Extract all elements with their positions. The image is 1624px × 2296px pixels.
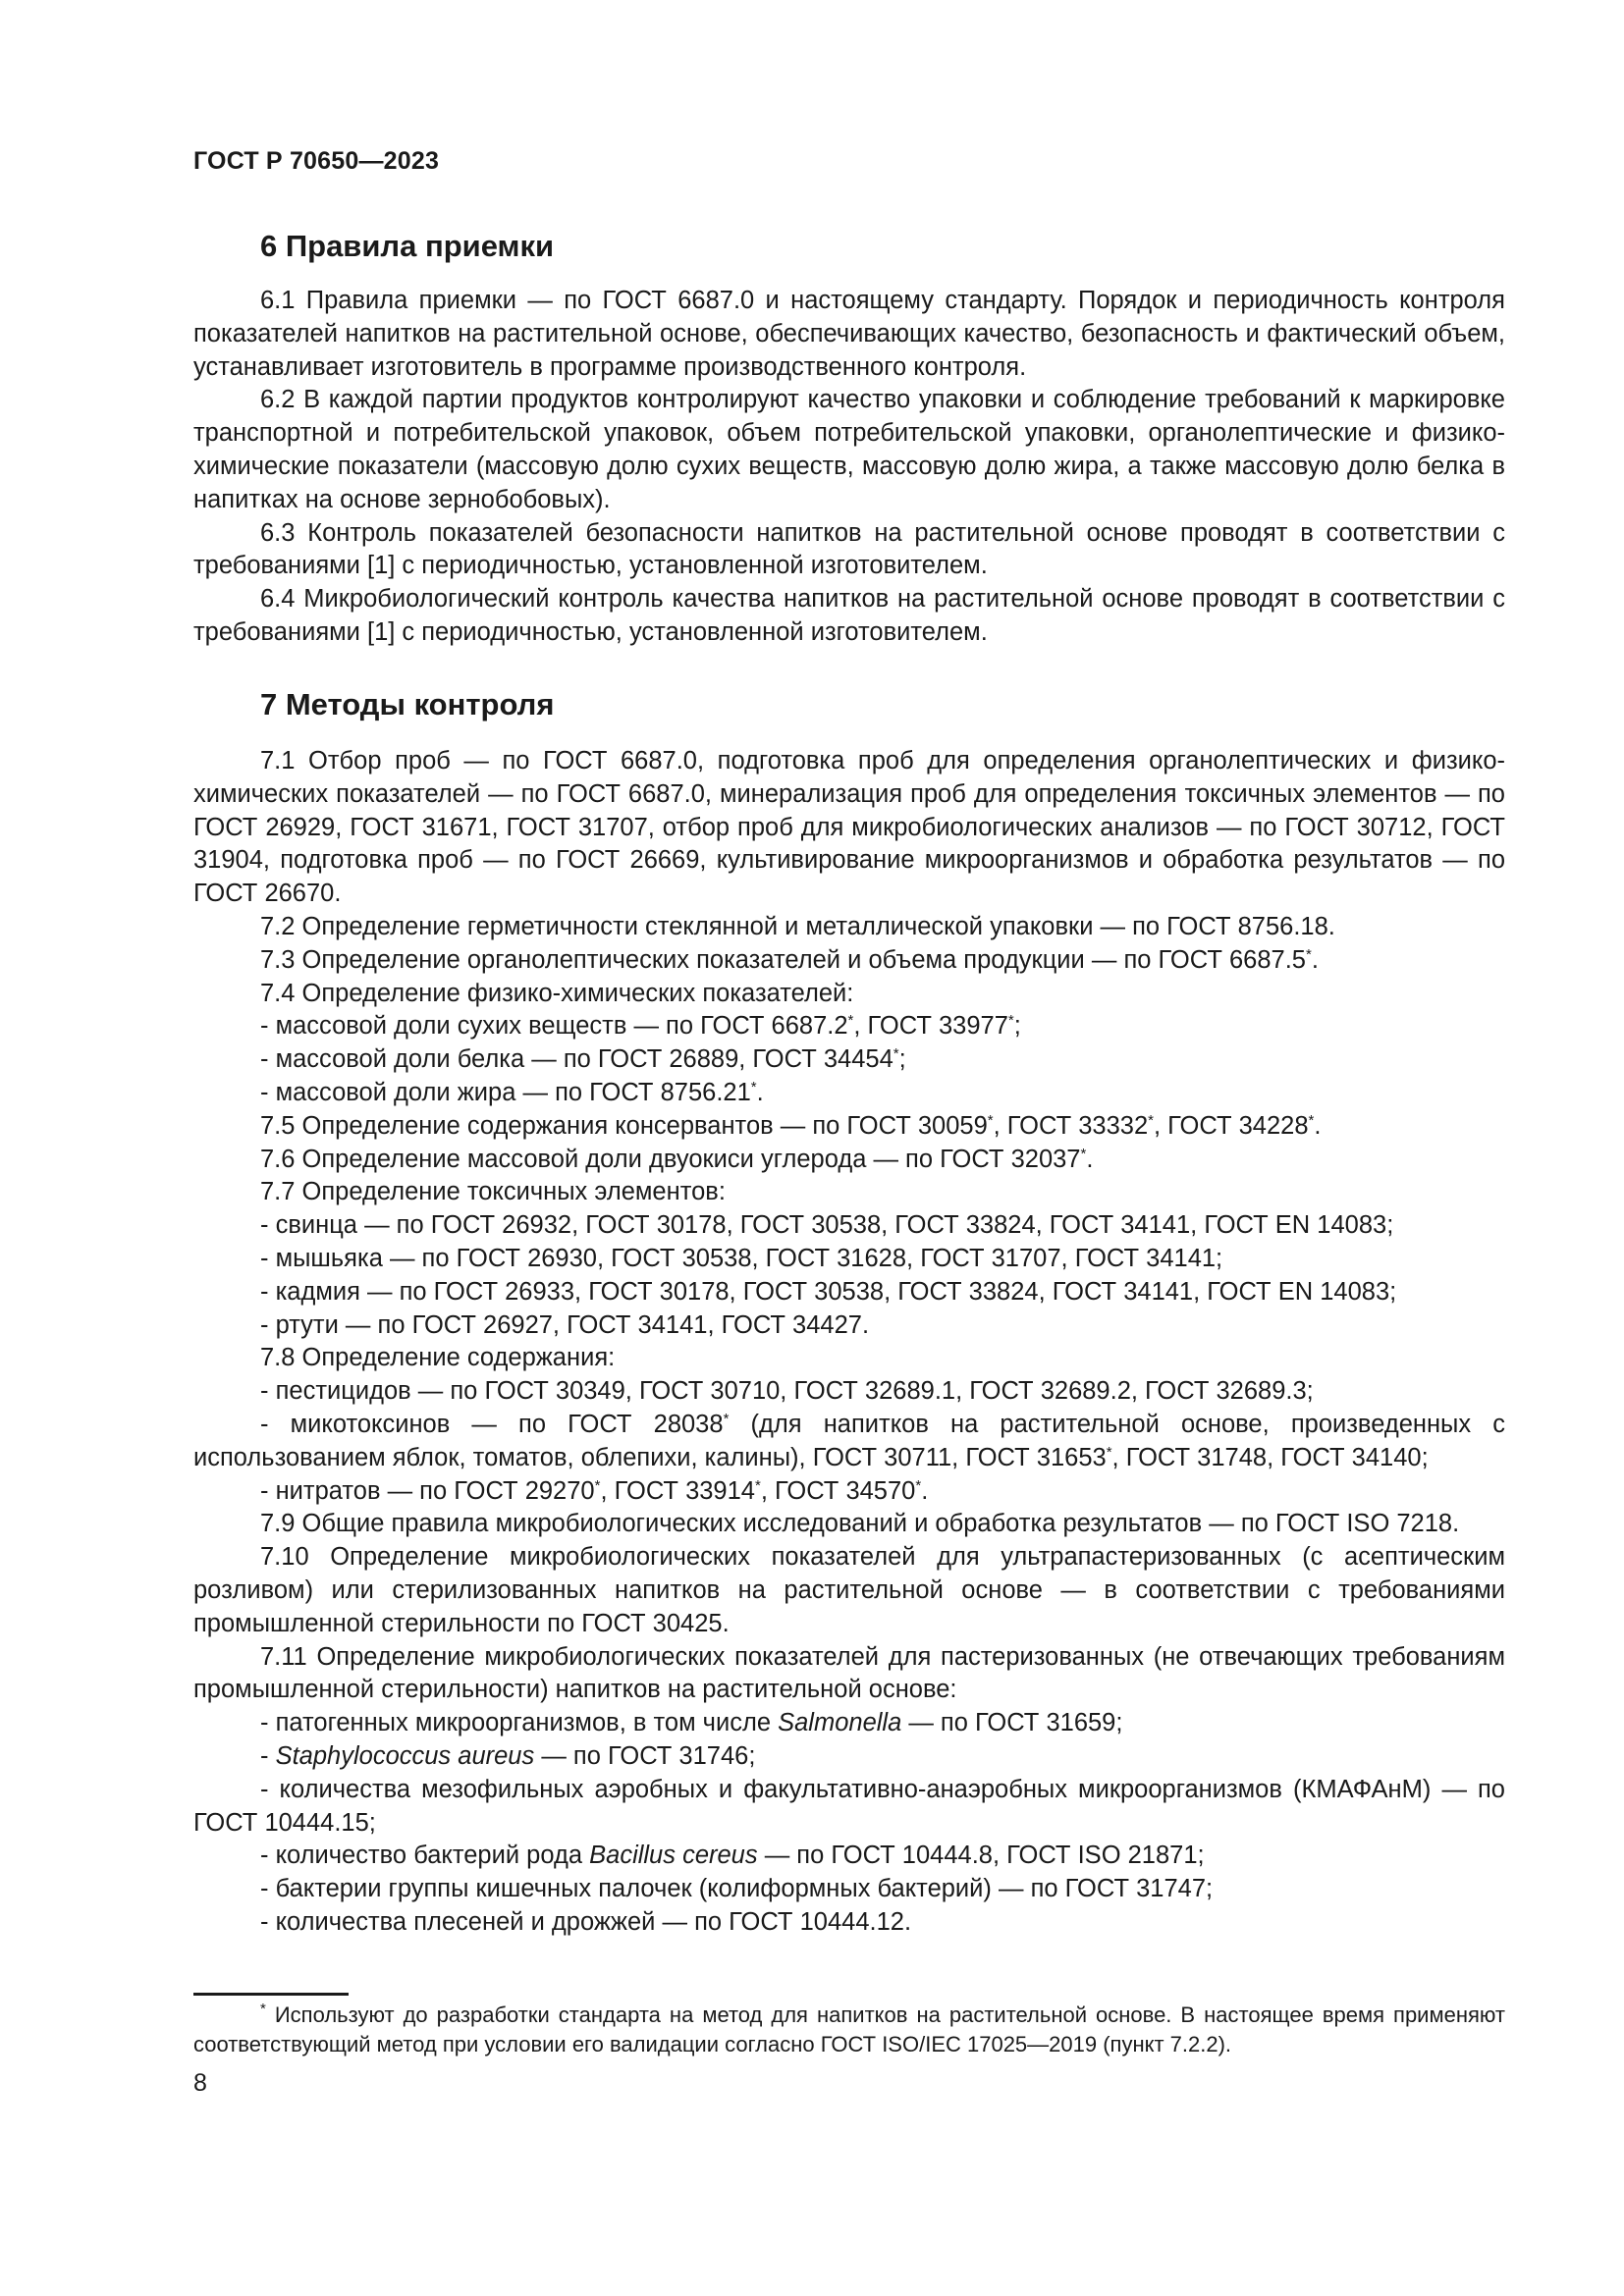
footnote-ref: * [1305,945,1312,963]
list-item-text: (для напитков на растительной основе, произведенных с использованием яблок, томатов, облепихи, калины), ГОСТ 30711, ГОСТ 31653 [193,1410,1505,1471]
footnote-ref: * [1148,1111,1154,1129]
punct: . [1311,945,1319,974]
list-item-text: — по ГОСТ 31746; [534,1741,756,1770]
punct: . [921,1476,929,1505]
list-item-mercury: - ртути — по ГОСТ 26927, ГОСТ 34141, ГОСТ 34427. [260,1310,870,1339]
list-item-text: - массовой доли жира — по ГОСТ 8756.21 [260,1078,751,1106]
clause-7-8: 7.8 Определение содержания: [260,1344,616,1372]
section-7-body [193,745,1505,1940]
list-item-text: - массовой доли сухих веществ — по ГОСТ 6687.2 [260,1012,848,1041]
clause-7-11: 7.11 Определение микробиологических показателей для пастеризованных (не отвечающих требованиям промышленной стерильности) напитков на растительной основе: [193,1642,1505,1704]
clause-text: 7.5 Определение содержания консервантов — по ГОСТ 30059 [260,1111,988,1140]
list-item-text: - патогенных микроорганизмов, в том числе [260,1709,779,1737]
clause-6-4: 6.4 Микробиологический контроль качества напитков на растительной основе проводят в соответствии с требованиями [1] с периодичностью, установленной изготовителем. [193,585,1505,646]
list-item-nitrates [193,1475,1505,1509]
section-7-title: 7 Методы контроля [260,687,555,721]
list-item-text: - массовой доли белка — по ГОСТ 26889, ГОСТ 34454 [260,1045,893,1074]
clause-7-6 [193,1144,1505,1177]
footnote-ref: * [915,1476,922,1494]
footnote-divider [193,1993,349,1996]
footnote-ref: * [1007,1012,1014,1030]
section-6-title: 6 Правила приемки [260,229,555,263]
footnote [193,2001,1505,2059]
list-item-lead: - свинца — по ГОСТ 26932, ГОСТ 30178, ГОСТ 30538, ГОСТ 33824, ГОСТ 34141, ГОСТ EN 14083; [260,1211,1394,1240]
clause-7-3 [193,944,1505,978]
footnote-ref: * [754,1476,761,1494]
list-item-text: , ГОСТ 34570 [760,1476,916,1505]
list-item-protein [193,1043,1505,1077]
footnote-ref: * [1080,1145,1087,1162]
footnote-ref: * [1308,1111,1315,1129]
list-item-mycotoxins [193,1409,1505,1475]
clause-7-1: 7.1 Отбор проб — по ГОСТ 6687.0, подготовка проб для определения органолептических и физико-химических показателей — по ГОСТ 6687.0, минерализация проб для определения токсичных элементов — по ГОСТ 26929, ГОСТ 31671, ГОСТ 31707, отбор проб для микробиологических анализов — по ГОСТ 30712, ГОСТ 31904, подготовка проб — по ГОСТ 26669, культивирование микроорганизмов и обработка результатов — по ГОСТ 26670. [193,747,1505,908]
clause-7-9: 7.9 Общие правила микробиологических исследований и обработка результатов — по ГОСТ ISO 7218. [260,1510,1460,1538]
footnote-ref: * [893,1045,899,1063]
footnote-ref: * [987,1111,994,1129]
clause-6-3: 6.3 Контроль показателей безопасности напитков на растительной основе проводят в соответствии с требованиями [1] с периодичностью, установленной изготовителем. [193,518,1505,580]
list-item-text: , ГОСТ 33977 [853,1012,1008,1041]
clause-text: 7.6 Определение массовой доли двуокиси углерода — по ГОСТ 32037 [260,1145,1081,1173]
footnote-ref: * [723,1410,730,1427]
list-item-text: , ГОСТ 31748, ГОСТ 34140; [1111,1443,1429,1471]
list-item-text: - [260,1741,276,1770]
clause-7-3-text: 7.3 Определение органолептических показателей и объема продукции — по ГОСТ 6687.5 [260,945,1306,974]
list-item-text: - нитратов — по ГОСТ 29270 [260,1476,595,1505]
list-item-bacillus [193,1840,1505,1873]
clause-text: , ГОСТ 34228 [1154,1111,1309,1140]
document-header: ГОСТ Р 70650—2023 [193,147,440,175]
list-item-cadmium: - кадмия — по ГОСТ 26933, ГОСТ 30178, ГОСТ 30538, ГОСТ 33824, ГОСТ 34141, ГОСТ EN 14083; [260,1277,1397,1306]
punct: ; [898,1045,906,1074]
list-item-kmafanm: - количества мезофильных аэробных и факультативно-анаэробных микроорганизмов (КМАФАнМ) — по ГОСТ 10444.15; [193,1775,1505,1837]
clause-6-1: 6.1 Правила приемки — по ГОСТ 6687.0 и настоящему стандарту. Порядок и периодичность контроля показателей напитков на растительной основе, обеспечивающих качество, безопасность и фактический объем, устанавливает изготовитель в программе производственного контроля. [193,287,1505,381]
punct: . [1314,1111,1322,1140]
list-item-text: — по ГОСТ 31659; [901,1709,1123,1737]
clause-7-5 [193,1110,1505,1144]
clause-text: , ГОСТ 33332 [993,1111,1149,1140]
punct: . [756,1078,764,1106]
clause-7-4: 7.4 Определение физико-химических показателей: [260,979,854,1007]
list-item-pathogens [193,1707,1505,1740]
footnote-ref: * [750,1078,757,1095]
section-6-body [193,285,1505,650]
list-item-text: — по ГОСТ 10444.8, ГОСТ ISO 21871; [757,1842,1205,1870]
punct: . [1086,1145,1094,1173]
clause-6-2: 6.2 В каждой партии продуктов контролируют качество упаковки и соблюдение требований к маркировке транспортной и потребительской упаковок, объем потребительской упаковки, органолептические и физико-химические показатели (массовую долю сухих веществ, массовую долю жира, а также массовую долю белка в напитках на основе зернобобовых). [193,386,1505,513]
list-item-staphylococcus [193,1740,1505,1774]
footnote-body: Используют до разработки стандарта на метод для напитков на растительной основе. В настоящее время применяют соответствующий метод при условии его валидации согласно ГОСТ ISO/IEC 17025—2019 (пункт 7.2.2). [193,2002,1505,2056]
footnote-ref: * [1106,1443,1112,1461]
list-item-molds-yeasts: - количества плесеней и дрожжей — по ГОСТ 10444.12. [260,1907,912,1936]
punct: ; [1013,1012,1021,1041]
page-number: 8 [193,2069,207,2097]
list-item-fat [193,1077,1505,1110]
footnote-mark: * [260,2001,266,2017]
footnote-text [193,2001,1505,2059]
list-item-pesticides: - пестицидов — по ГОСТ 30349, ГОСТ 30710, ГОСТ 32689.1, ГОСТ 32689.2, ГОСТ 32689.3; [260,1377,1314,1406]
species-name: Staphylococcus aureus [275,1741,535,1770]
species-name: Salmonella [778,1709,902,1737]
clause-7-2: 7.2 Определение герметичности стеклянной и металлической упаковки — по ГОСТ 8756.18. [260,912,1335,940]
clause-7-7: 7.7 Определение токсичных элементов: [260,1178,726,1206]
list-item-dry-matter [193,1010,1505,1043]
list-item-coliforms: - бактерии группы кишечных палочек (колиформных бактерий) — по ГОСТ 31747; [260,1875,1214,1903]
list-item-text: , ГОСТ 33914 [600,1476,755,1505]
list-item-arsenic: - мышьяка — по ГОСТ 26930, ГОСТ 30538, ГОСТ 31628, ГОСТ 31707, ГОСТ 34141; [260,1244,1223,1272]
list-item-text: - количество бактерий рода [260,1842,590,1870]
footnote-ref: * [847,1012,854,1030]
clause-7-10: 7.10 Определение микробиологических показателей для ультрапастеризованных (с асептическим розливом) или стерилизованных напитков на растительной основе — в соответствии с требованиями промышленной стерильности по ГОСТ 30425. [193,1543,1505,1637]
footnote-ref: * [594,1476,601,1494]
species-name: Bacillus cereus [589,1842,758,1870]
list-item-text: - микотоксинов — по ГОСТ 28038 [260,1410,724,1438]
